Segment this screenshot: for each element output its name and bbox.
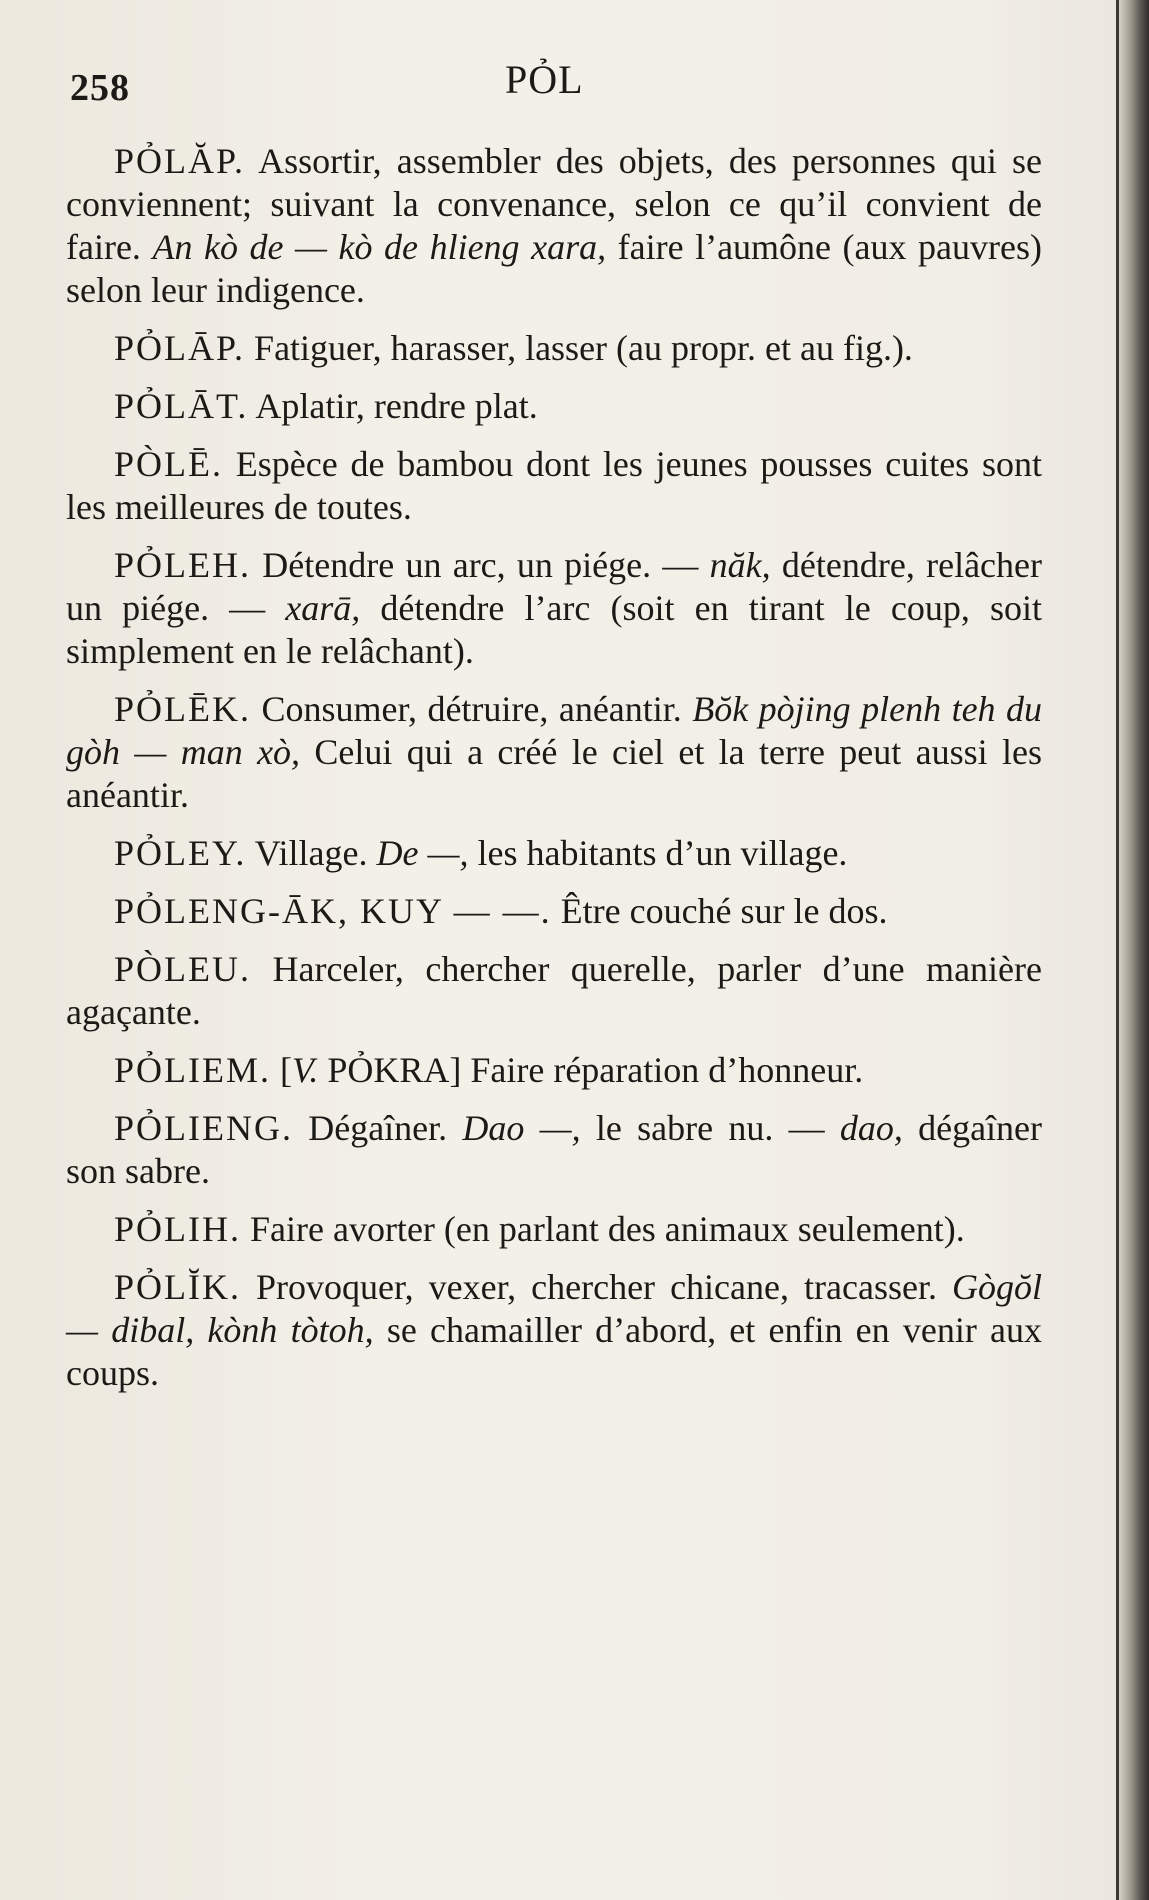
entry-headword: PỎLIEM. [114,1050,271,1090]
dictionary-entry [66,1049,1042,1092]
entry-headword: PỎLĬK. [114,1267,241,1307]
entry-list [66,140,1042,1410]
dictionary-entry [66,1107,1042,1193]
entry-headword: PÒLĒ. [114,444,223,484]
entry-definition: se chamailler d’abord, et enfin en venir aux coups. [66,1310,1043,1393]
entry-example: dao, [839,1108,903,1148]
entry-definition: le sabre nu. — [580,1108,840,1148]
entry-definition: Être couché sur le dos. [551,891,888,931]
entry-definition: Fatiguer, harasser, lasser (au propr. et au fig.). [245,328,913,368]
entry-headword: PỎLENG-ĀK, KUY — —. [114,891,552,931]
entry-headword: PỎLEY. [114,833,247,873]
entry-definition: Dégaîner. [292,1108,463,1148]
entry-definition: Faire avorter (en parlant des animaux seulement). [241,1209,965,1249]
entry-example: Dao —, [462,1108,581,1148]
entry-headword: PỎLĒK. [114,689,251,729]
entry-definition: Détendre un arc, un piége. — [251,545,710,585]
dictionary-entry [66,948,1042,1034]
dictionary-entry [66,1208,1042,1251]
entry-definition: Espèce de bambou dont les jeunes pousses cuites sont les meilleures de toutes. [66,444,1042,527]
entry-headword: PỎLEH. [114,545,251,585]
entry-definition: Harceler, chercher querelle, parler d’une manière agaçante. [66,949,1042,1032]
dictionary-entry [66,890,1042,933]
entry-definition: les habitants d’un village. [468,833,848,873]
dictionary-entry [66,1266,1042,1395]
entry-example: năk, [709,545,771,585]
entry-example: xarā, [285,588,361,628]
entry-definition: détendre, relâcher un piége. — [66,545,1042,628]
entry-example: An kò de — kò de hlieng xara, [152,227,607,267]
entry-definition: Provoquer, vexer, chercher chicane, tracasser. [241,1267,952,1307]
dictionary-entry [66,688,1042,817]
entry-example: Bŏk pòjing plenh teh du gòh — man xò, [66,689,1042,772]
entry-definition: Consumer, détruire, anéantir. [251,689,693,729]
entry-example: De —, [376,833,469,873]
entry-definition: détendre l’arc (soit en tirant le coup, soit simplement en le relâchant). [66,588,1042,671]
dictionary-entry [66,443,1042,529]
dictionary-entry [66,832,1042,875]
entry-headword: PÒLEU. [114,949,251,989]
entry-example: Gògŏl — dibal, kònh tòtoh, [66,1267,1042,1350]
entry-definition: [ [271,1050,292,1090]
entry-definition: dégaîner son sabre. [66,1108,1043,1191]
entry-definition: Celui qui a créé le ciel et la terre peut aussi les anéantir. [66,732,1042,815]
entry-headword: PỎLIENG. [114,1108,293,1148]
entry-example: V. [292,1050,319,1090]
entry-headword: PỎLĀP. [114,328,246,368]
dictionary-entry [66,544,1042,673]
entry-definition: Village. [246,833,377,873]
entry-definition: Aplatir, rendre plat. [248,386,538,426]
page-number: 258 [70,67,130,109]
entry-headword: PỎLĀT. [114,386,249,426]
entry-definition: Assortir, assembler des objets, des personnes qui se conviennent; suivant la convenance, selon ce qu’il convient de faire. [66,141,1042,267]
running-head: PỎL [505,57,584,102]
dictionary-entry [66,327,1042,370]
dictionary-entry [66,385,1042,428]
entry-headword: PỎLIH. [114,1209,241,1249]
entry-definition: faire l’aumône (aux pauvres) selon leur indigence. [66,227,1042,310]
dictionary-entry [66,140,1042,312]
page-edge [1119,0,1149,1900]
entry-definition: PỎKRA] Faire réparation d’honneur. [318,1050,864,1090]
entry-headword: PỎLĂP. [114,141,246,181]
